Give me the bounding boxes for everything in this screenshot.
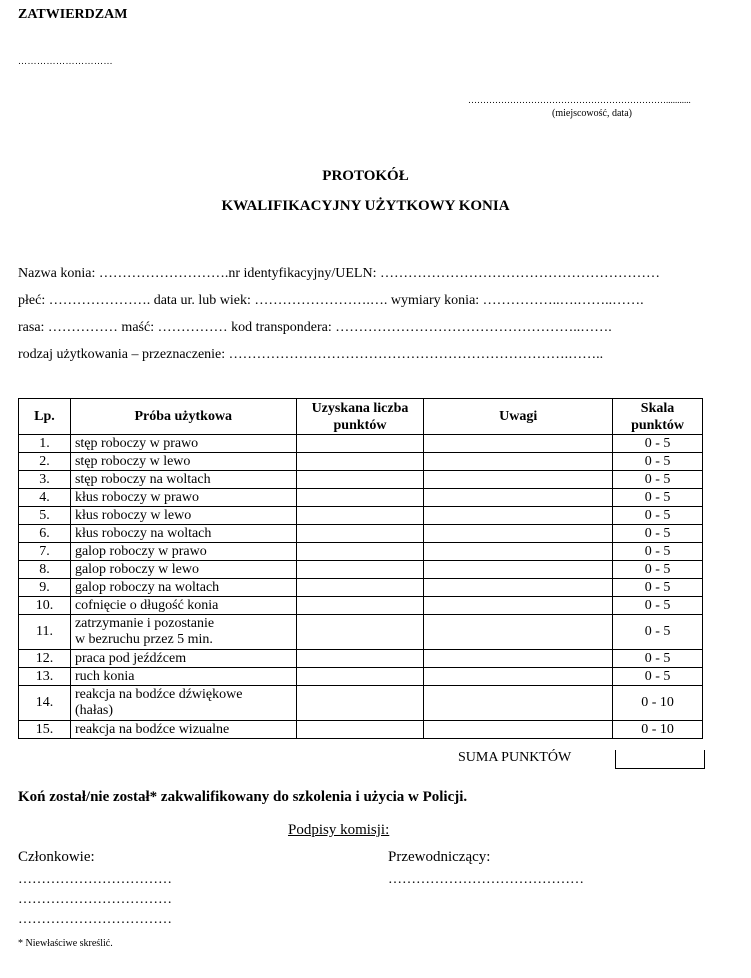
member-signature-line: …………………………… (18, 912, 172, 927)
table-row (19, 453, 703, 471)
place-date-line: …………………………………………………………........... (468, 95, 691, 105)
table-row (19, 525, 703, 543)
row-points-cell[interactable] (296, 435, 424, 453)
row-notes-cell[interactable] (424, 489, 613, 507)
signatures-heading: Podpisy komisji: (288, 822, 390, 838)
table-row (19, 561, 703, 579)
row-lp: 15. (19, 721, 71, 739)
row-test: zatrzymanie i pozostanie w bezruchu przez 5 min. (70, 615, 296, 650)
row-lp: 6. (19, 525, 71, 543)
row-points-cell[interactable] (296, 453, 424, 471)
members-label: Członkowie: (18, 849, 95, 865)
approval-heading: ZATWIERDZAM (18, 7, 128, 22)
row-lp: 5. (19, 507, 71, 525)
header-lp: Lp. (19, 399, 71, 435)
table-row (19, 489, 703, 507)
row-scale: 0 - 5 (613, 615, 703, 650)
row-scale: 0 - 5 (613, 561, 703, 579)
row-scale: 0 - 5 (613, 650, 703, 668)
header-notes: Uwagi (424, 399, 613, 435)
sum-points-box[interactable] (615, 750, 705, 769)
row-lp: 14. (19, 686, 71, 721)
row-notes-cell[interactable] (424, 579, 613, 597)
row-test: galop roboczy w lewo (70, 561, 296, 579)
row-test: stęp roboczy na woltach (70, 471, 296, 489)
row-points-cell[interactable] (296, 507, 424, 525)
header-scale: Skala punktów (613, 399, 703, 435)
row-notes-cell[interactable] (424, 597, 613, 615)
row-test: reakcja na bodźce wizualne (70, 721, 296, 739)
table-row (19, 668, 703, 686)
row-lp: 13. (19, 668, 71, 686)
row-test: ruch konia (70, 668, 296, 686)
row-notes-cell[interactable] (424, 721, 613, 739)
table-row (19, 597, 703, 615)
row-points-cell[interactable] (296, 579, 424, 597)
row-lp: 2. (19, 453, 71, 471)
row-scale: 0 - 5 (613, 525, 703, 543)
table-row (19, 471, 703, 489)
row-notes-cell[interactable] (424, 615, 613, 650)
row-notes-cell[interactable] (424, 650, 613, 668)
row-lp: 4. (19, 489, 71, 507)
row-scale: 0 - 5 (613, 471, 703, 489)
chair-signature-line: …………………………………… (388, 872, 584, 887)
row-points-cell[interactable] (296, 721, 424, 739)
row-scale: 0 - 10 (613, 686, 703, 721)
row-notes-cell[interactable] (424, 561, 613, 579)
row-lp: 11. (19, 615, 71, 650)
row-lp: 1. (19, 435, 71, 453)
table-row (19, 721, 703, 739)
table-header-row (19, 399, 703, 435)
row-lp: 12. (19, 650, 71, 668)
row-scale: 0 - 5 (613, 435, 703, 453)
row-scale: 0 - 5 (613, 597, 703, 615)
row-points-cell[interactable] (296, 525, 424, 543)
row-test: kłus roboczy na woltach (70, 525, 296, 543)
row-notes-cell[interactable] (424, 525, 613, 543)
row-lp: 3. (19, 471, 71, 489)
row-scale: 0 - 5 (613, 507, 703, 525)
row-test: galop roboczy w prawo (70, 543, 296, 561)
row-scale: 0 - 5 (613, 543, 703, 561)
qualification-statement: Koń został/nie został* zakwalifikowany do szkolenia i użycia w Policji. (18, 789, 468, 805)
footnote: * Niewłaściwe skreślić. (18, 938, 113, 949)
table-row (19, 543, 703, 561)
approval-signature-line: ………………………… (18, 56, 113, 66)
table-row (19, 686, 703, 721)
row-points-cell[interactable] (296, 686, 424, 721)
row-test: kłus roboczy w prawo (70, 489, 296, 507)
place-date-label: (miejscowość, data) (552, 108, 632, 119)
row-scale: 0 - 5 (613, 579, 703, 597)
sum-points-label: SUMA PUNKTÓW (458, 750, 572, 765)
row-test: stęp roboczy w lewo (70, 453, 296, 471)
row-lp: 9. (19, 579, 71, 597)
row-notes-cell[interactable] (424, 668, 613, 686)
table-row (19, 435, 703, 453)
row-test: galop roboczy na woltach (70, 579, 296, 597)
row-points-cell[interactable] (296, 543, 424, 561)
table-row (19, 579, 703, 597)
row-scale: 0 - 5 (613, 489, 703, 507)
row-test: praca pod jeźdźcem (70, 650, 296, 668)
row-notes-cell[interactable] (424, 686, 613, 721)
row-lp: 10. (19, 597, 71, 615)
row-points-cell[interactable] (296, 650, 424, 668)
evaluation-table (18, 398, 703, 739)
member-signature-line: …………………………… (18, 872, 172, 887)
row-points-cell[interactable] (296, 561, 424, 579)
field-horse-name: Nazwa konia: ……………………….nr identyfikacyjny/UELN: …………………………………………………… (18, 266, 660, 281)
row-test: reakcja na bodźce dźwiękowe (hałas) (70, 686, 296, 721)
row-notes-cell[interactable] (424, 543, 613, 561)
document-subtitle: KWALIFIKACYJNY UŻYTKOWY KONIA (221, 198, 510, 214)
row-notes-cell[interactable] (424, 435, 613, 453)
row-points-cell[interactable] (296, 668, 424, 686)
field-usage-purpose: rodzaj użytkowania – przeznaczenie: ……………………………………………………………….…….. (18, 347, 604, 362)
row-scale: 0 - 5 (613, 453, 703, 471)
row-scale: 0 - 10 (613, 721, 703, 739)
header-points: Uzyskana liczba punktów (296, 399, 424, 435)
row-test: stęp roboczy w prawo (70, 435, 296, 453)
row-lp: 8. (19, 561, 71, 579)
field-sex-age-size: płeć: …………………. data ur. lub wiek: …………………….…. wymiary konia: ……………..….……..……. (18, 293, 644, 308)
row-points-cell[interactable] (296, 489, 424, 507)
header-test: Próba użytkowa (70, 399, 296, 435)
row-points-cell[interactable] (296, 471, 424, 489)
row-notes-cell[interactable] (424, 453, 613, 471)
row-test: kłus roboczy w lewo (70, 507, 296, 525)
row-notes-cell[interactable] (424, 471, 613, 489)
table-row (19, 507, 703, 525)
table-row (19, 615, 703, 650)
field-breed-color-transponder: rasa: …………… maść: …………… kod transpondera: ……………………………………………..……. (18, 320, 612, 335)
row-scale: 0 - 5 (613, 668, 703, 686)
row-points-cell[interactable] (296, 597, 424, 615)
row-test: cofnięcie o długość konia (70, 597, 296, 615)
member-signature-line: …………………………… (18, 892, 172, 907)
row-notes-cell[interactable] (424, 507, 613, 525)
table-row (19, 650, 703, 668)
chair-label: Przewodniczący: (388, 849, 491, 865)
row-points-cell[interactable] (296, 615, 424, 650)
document-title: PROTOKÓŁ (322, 168, 409, 184)
row-lp: 7. (19, 543, 71, 561)
